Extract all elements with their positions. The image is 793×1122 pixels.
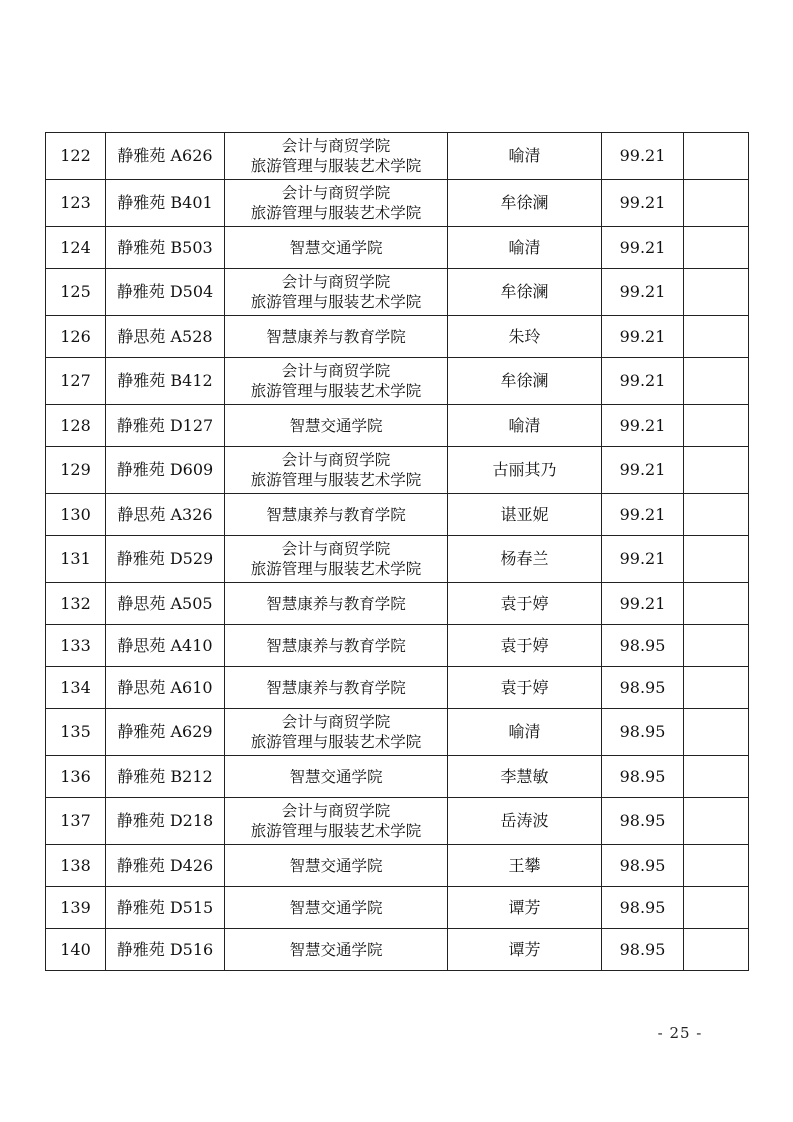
- row-number-cell: 134: [46, 667, 106, 709]
- row-number-cell: 123: [46, 180, 106, 227]
- row-number-cell: 133: [46, 625, 106, 667]
- college-cell: [225, 227, 448, 269]
- person-cell: 牟徐澜: [448, 180, 602, 227]
- row-number-cell: 122: [46, 133, 106, 180]
- score-cell: 99.21: [602, 227, 684, 269]
- college-name: 智慧交通学院: [289, 898, 383, 917]
- college-cell: [225, 845, 448, 887]
- score-cell: 98.95: [602, 887, 684, 929]
- person-cell: 王攀: [448, 845, 602, 887]
- score-cell: 99.21: [602, 494, 684, 536]
- person-cell: 喻清: [448, 227, 602, 269]
- dorm-room-cell: 静雅苑 B212: [106, 756, 225, 798]
- row-number-cell: 132: [46, 583, 106, 625]
- person-cell: 袁于婷: [448, 667, 602, 709]
- college-cell: [225, 667, 448, 709]
- dorm-room-cell: 静雅苑 D529: [106, 536, 225, 583]
- note-cell: [684, 756, 749, 798]
- college-name: 智慧交通学院: [289, 767, 383, 786]
- college-name: 智慧交通学院: [289, 238, 383, 257]
- table-row: [46, 358, 749, 405]
- person-cell: 袁于婷: [448, 625, 602, 667]
- row-number-cell: 127: [46, 358, 106, 405]
- college-cell: [225, 133, 448, 180]
- college-name: 智慧康养与教育学院: [266, 594, 406, 613]
- table-row: [46, 405, 749, 447]
- row-number-cell: 130: [46, 494, 106, 536]
- dorm-room-cell: 静雅苑 D426: [106, 845, 225, 887]
- score-cell: 99.21: [602, 133, 684, 180]
- note-cell: [684, 887, 749, 929]
- dorm-room-cell: 静雅苑 D516: [106, 929, 225, 971]
- score-cell: 98.95: [602, 625, 684, 667]
- dorm-room-cell: 静雅苑 D127: [106, 405, 225, 447]
- score-cell: 99.21: [602, 583, 684, 625]
- college-name: 智慧交通学院: [289, 940, 383, 959]
- dormitory-score-table: [45, 132, 749, 971]
- person-cell: 袁于婷: [448, 583, 602, 625]
- row-number-cell: 124: [46, 227, 106, 269]
- person-cell: 喻清: [448, 405, 602, 447]
- score-cell: 98.95: [602, 709, 684, 756]
- row-number-cell: 136: [46, 756, 106, 798]
- dorm-room-cell: 静雅苑 A629: [106, 709, 225, 756]
- person-cell: 杨春兰: [448, 536, 602, 583]
- person-cell: 谭芳: [448, 929, 602, 971]
- table-row: [46, 845, 749, 887]
- college-name: 智慧康养与教育学院: [266, 636, 406, 655]
- dorm-room-cell: 静雅苑 D609: [106, 447, 225, 494]
- dorm-room-cell: 静雅苑 D515: [106, 887, 225, 929]
- dorm-room-cell: 静雅苑 B503: [106, 227, 225, 269]
- table-row: [46, 756, 749, 798]
- college-cell: [225, 447, 448, 494]
- table-row: [46, 625, 749, 667]
- dorm-room-cell: 静雅苑 D218: [106, 798, 225, 845]
- score-cell: 99.21: [602, 180, 684, 227]
- note-cell: [684, 536, 749, 583]
- college-name: 会计与商贸学院: [281, 184, 391, 202]
- row-number-cell: 131: [46, 536, 106, 583]
- college-cell: [225, 405, 448, 447]
- college-cell: [225, 269, 448, 316]
- note-cell: [684, 269, 749, 316]
- college-cell: [225, 536, 448, 583]
- note-cell: [684, 405, 749, 447]
- table-row: [46, 133, 749, 180]
- table-row: [46, 536, 749, 583]
- dorm-room-cell: 静雅苑 D504: [106, 269, 225, 316]
- college-cell: [225, 798, 448, 845]
- row-number-cell: 137: [46, 798, 106, 845]
- score-cell: 98.95: [602, 929, 684, 971]
- note-cell: [684, 316, 749, 358]
- note-cell: [684, 180, 749, 227]
- note-cell: [684, 358, 749, 405]
- dorm-room-cell: 静思苑 A505: [106, 583, 225, 625]
- college-name: 智慧康养与教育学院: [266, 327, 406, 346]
- score-cell: 98.95: [602, 798, 684, 845]
- college-name: 智慧交通学院: [289, 416, 383, 435]
- dorm-room-cell: 静雅苑 B401: [106, 180, 225, 227]
- score-cell: 99.21: [602, 358, 684, 405]
- dorm-room-cell: 静思苑 A610: [106, 667, 225, 709]
- table-row: [46, 447, 749, 494]
- table-row: [46, 709, 749, 756]
- note-cell: [684, 709, 749, 756]
- person-cell: 谭芳: [448, 887, 602, 929]
- college-cell: [225, 180, 448, 227]
- college-name: 智慧交通学院: [289, 856, 383, 875]
- row-number-cell: 129: [46, 447, 106, 494]
- row-number-cell: 139: [46, 887, 106, 929]
- note-cell: [684, 583, 749, 625]
- person-cell: 牟徐澜: [448, 358, 602, 405]
- score-cell: 98.95: [602, 845, 684, 887]
- score-cell: 98.95: [602, 756, 684, 798]
- college-name: 会计与商贸学院: [281, 273, 391, 291]
- table-row: [46, 316, 749, 358]
- note-cell: [684, 798, 749, 845]
- college-name: 会计与商贸学院: [281, 713, 391, 731]
- score-cell: 98.95: [602, 667, 684, 709]
- college-name: 旅游管理与服装艺术学院: [250, 204, 422, 222]
- college-name: 会计与商贸学院: [281, 451, 391, 469]
- dorm-room-cell: 静思苑 A326: [106, 494, 225, 536]
- row-number-cell: 135: [46, 709, 106, 756]
- college-name: 旅游管理与服装艺术学院: [250, 382, 422, 400]
- person-cell: 喻清: [448, 133, 602, 180]
- score-cell: 99.21: [602, 405, 684, 447]
- college-cell: [225, 929, 448, 971]
- dorm-room-cell: 静雅苑 A626: [106, 133, 225, 180]
- college-cell: [225, 316, 448, 358]
- table-row: [46, 180, 749, 227]
- person-cell: 牟徐澜: [448, 269, 602, 316]
- row-number-cell: 140: [46, 929, 106, 971]
- score-cell: 99.21: [602, 269, 684, 316]
- person-cell: 朱玲: [448, 316, 602, 358]
- score-cell: 99.21: [602, 447, 684, 494]
- person-cell: 李慧敏: [448, 756, 602, 798]
- college-name: 会计与商贸学院: [281, 540, 391, 558]
- row-number-cell: 138: [46, 845, 106, 887]
- person-cell: 喻清: [448, 709, 602, 756]
- college-cell: [225, 887, 448, 929]
- note-cell: [684, 447, 749, 494]
- college-cell: [225, 625, 448, 667]
- dorm-room-cell: 静雅苑 B412: [106, 358, 225, 405]
- dorm-room-cell: 静思苑 A410: [106, 625, 225, 667]
- note-cell: [684, 625, 749, 667]
- table-row: [46, 227, 749, 269]
- college-cell: [225, 358, 448, 405]
- row-number-cell: 125: [46, 269, 106, 316]
- note-cell: [684, 494, 749, 536]
- note-cell: [684, 133, 749, 180]
- college-cell: [225, 709, 448, 756]
- note-cell: [684, 227, 749, 269]
- table-row: [46, 583, 749, 625]
- table-row: [46, 667, 749, 709]
- table-row: [46, 929, 749, 971]
- college-cell: [225, 494, 448, 536]
- college-name: 旅游管理与服装艺术学院: [250, 471, 422, 489]
- row-number-cell: 128: [46, 405, 106, 447]
- table-row: [46, 887, 749, 929]
- college-name: 旅游管理与服装艺术学院: [250, 733, 422, 751]
- college-name: 智慧康养与教育学院: [266, 678, 406, 697]
- college-name: 智慧康养与教育学院: [266, 505, 406, 524]
- score-cell: 99.21: [602, 316, 684, 358]
- college-name: 旅游管理与服装艺术学院: [250, 822, 422, 840]
- college-name: 旅游管理与服装艺术学院: [250, 560, 422, 578]
- note-cell: [684, 929, 749, 971]
- note-cell: [684, 845, 749, 887]
- college-name: 会计与商贸学院: [281, 802, 391, 820]
- college-cell: [225, 583, 448, 625]
- score-cell: 99.21: [602, 536, 684, 583]
- college-name: 旅游管理与服装艺术学院: [250, 293, 422, 311]
- person-cell: 谌亚妮: [448, 494, 602, 536]
- table-row: [46, 798, 749, 845]
- table-body: [46, 133, 749, 971]
- college-name: 会计与商贸学院: [281, 137, 391, 155]
- page-number: - 25 -: [657, 1024, 703, 1042]
- college-name: 旅游管理与服装艺术学院: [250, 157, 422, 175]
- person-cell: 古丽其乃: [448, 447, 602, 494]
- college-cell: [225, 756, 448, 798]
- table-row: [46, 494, 749, 536]
- note-cell: [684, 667, 749, 709]
- person-cell: 岳涛波: [448, 798, 602, 845]
- dorm-room-cell: 静思苑 A528: [106, 316, 225, 358]
- college-name: 会计与商贸学院: [281, 362, 391, 380]
- table-row: [46, 269, 749, 316]
- row-number-cell: 126: [46, 316, 106, 358]
